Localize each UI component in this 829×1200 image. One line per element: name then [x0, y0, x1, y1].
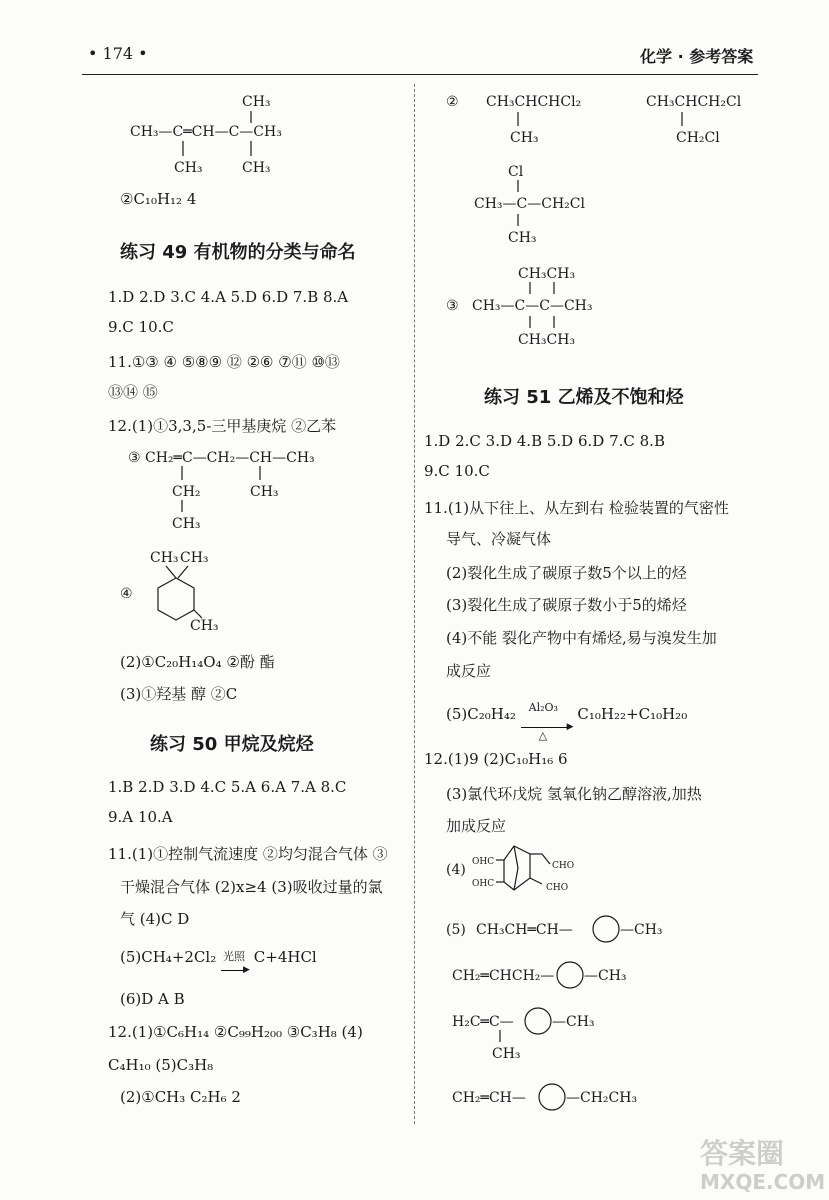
answer-line: 1.D 2.D 3.C 4.A 5.D 6.D 7.B 8.A	[108, 288, 349, 306]
struct-main: CH₂═CHCH₂—	[452, 968, 555, 984]
struct-main: CH₃CH═CH—	[476, 922, 573, 938]
struct-sub-c: CH₃	[250, 484, 279, 500]
answer-line: 9.A 10.A	[108, 808, 173, 826]
answer-line: (4)不能 裂化产物中有烯烃,易与溴发生加	[446, 629, 717, 647]
struct-sub: —CH₃	[620, 922, 663, 938]
struct-num: ③	[446, 298, 459, 314]
answer-line: (3)氯代环戊烷 氢氧化钠乙醇溶液,加热	[446, 785, 702, 803]
struct-sub: —CH₃	[552, 1014, 595, 1030]
structure-bicyclic-tetraaldehyde	[446, 838, 646, 904]
struct-sub-a: CH₂	[172, 484, 201, 500]
struct-main: CH₂═CH—	[452, 1090, 526, 1106]
answer-line: 1.D 2.C 3.D 4.B 5.D 6.D 7.C 8.B	[424, 432, 665, 450]
answer-line: (2)裂化生成了碳原子数5个以上的烃	[446, 564, 687, 582]
reaction-line: (5)CH₄+2Cl₂ 光照 ▶ C+4HCl	[120, 948, 317, 975]
answer-line: 9.C 10.C	[424, 462, 490, 480]
struct-group: CHO	[546, 883, 569, 893]
answer-line: 12.(1)①3,3,5-三甲基庚烷 ②乙苯	[108, 417, 337, 435]
bond	[514, 846, 518, 868]
answer-line: 1.B 2.D 3.D 4.C 5.A 6.A 7.A 8.C	[108, 778, 347, 796]
reactant: (5)C₂₀H₄₂	[446, 705, 516, 723]
structure-dichloropropanes-a	[446, 86, 776, 156]
struct-num: ④	[120, 586, 133, 602]
struct-main: CH₃—C—C—CH₃	[472, 298, 593, 314]
struct-sub-c: CH₃	[190, 618, 219, 634]
structure-styrenes	[446, 912, 706, 1122]
struct-sub-bottom: CH₃CH₃	[518, 332, 576, 348]
answer-line: 11.(1)从下往上、从左到右 检验装置的气密性	[424, 499, 729, 517]
struct-main: H₂C═C—	[452, 1014, 514, 1030]
struct-num: ②	[446, 94, 459, 110]
answer-line: (2)①C₂₀H₁₄O₄ ②酚 酯	[120, 653, 275, 671]
struct-num: (5)	[446, 922, 466, 938]
struct-sub-a: CH₃	[150, 550, 179, 566]
benzene-ring	[539, 1084, 565, 1110]
reaction-line: (5)C₂₀H₄₂ Al₂O₃ ▶ △ C₁₀H₂₂+C₁₀H₂₀	[446, 701, 688, 742]
struct-main: ③ CH₂═C—CH₂—CH—CH₃	[128, 450, 315, 466]
structure-tetramethylbutane	[446, 262, 646, 352]
struct-sub: —CH₂CH₃	[566, 1090, 638, 1106]
answer-line: 气 (4)C D	[120, 910, 190, 928]
section-title-49: 练习 49 有机物的分类与命名	[120, 242, 356, 263]
answer-line: 11.(1)①控制气流速度 ②均匀混合气体 ③	[108, 845, 388, 863]
benzene-ring	[525, 1008, 551, 1034]
struct-sub: CH₃	[510, 130, 539, 146]
bond	[178, 566, 188, 578]
answer-line: 11.①③ ④ ⑤⑧⑨ ⑫ ②⑥ ⑦⑪ ⑩⑬	[108, 353, 340, 371]
answer-line: 9.C 10.C	[108, 318, 174, 336]
struct-sub: CH₃	[492, 1046, 521, 1062]
answer-line: (6)D A B	[120, 990, 185, 1008]
struct-num: (4)	[446, 862, 466, 878]
structure-trimethylcyclohexane	[120, 540, 320, 640]
ring	[504, 846, 530, 890]
struct-sub-b: CH₃	[180, 550, 209, 566]
answer-line: 导气、冷凝气体	[446, 530, 552, 548]
watermark-url: MXQE.COM	[700, 1170, 826, 1194]
struct-sub-top: Cl	[508, 164, 524, 180]
answer-line: 成反应	[446, 662, 492, 680]
answer-line: 12.(1)①C₆H₁₄ ②C₉₉H₂₀₀ ③C₃H₈ (4)	[108, 1023, 363, 1041]
answer-line: ②C₁₀H₁₂ 4	[120, 190, 197, 208]
struct-main: CH₃CHCHCl₂	[486, 94, 582, 110]
struct-sub-a: CH₃	[174, 160, 203, 176]
structure-dimethyl-alkene	[120, 86, 320, 176]
bond	[166, 566, 176, 578]
benzene-ring	[557, 962, 583, 988]
struct-sub: CH₂Cl	[676, 130, 720, 146]
bond	[542, 854, 550, 864]
struct-group: OHC	[472, 879, 495, 889]
struct-sub-c: CH₃	[242, 160, 271, 176]
struct-sub-bottom: CH₃	[508, 230, 537, 246]
heat-symbol: △	[538, 729, 548, 742]
bond	[194, 610, 202, 618]
reaction-condition: 光照	[223, 950, 245, 963]
answer-line: C₄H₁₀ (5)C₃H₈	[108, 1056, 214, 1074]
answer-line: (2)①CH₃ C₂H₆ 2	[120, 1088, 241, 1106]
struct-main: CH₃—C—CH₂Cl	[474, 196, 585, 212]
product: C+4HCl	[253, 948, 317, 966]
struct-sub-top: CH₃CH₃	[518, 266, 576, 282]
section-title-51: 练习 51 乙烯及不饱和烃	[484, 387, 684, 408]
struct-group: OHC	[472, 857, 495, 867]
struct-group: CHO	[552, 861, 575, 871]
header-rule	[82, 74, 758, 75]
product: C₁₀H₂₂+C₁₀H₂₀	[577, 705, 688, 723]
answer-line: 12.(1)9 (2)C₁₀H₁₆ 6	[424, 750, 568, 768]
page-number: • 174 •	[88, 44, 148, 63]
struct-sub-b: CH₃	[172, 516, 201, 532]
struct-main: CH₃CHCH₂Cl	[646, 94, 742, 110]
answer-line: ⑬⑭ ⑮	[108, 383, 158, 401]
benzene-ring	[593, 916, 619, 942]
structure-branched-alkene	[120, 440, 360, 540]
answer-line: (3)裂化生成了碳原子数小于5的烯烃	[446, 596, 687, 614]
watermark-brand: 答案圈	[700, 1137, 785, 1170]
answer-line: 加成反应	[446, 817, 507, 835]
reactant: (5)CH₄+2Cl₂	[120, 948, 217, 966]
column-divider	[414, 84, 415, 1124]
reaction-catalyst: Al₂O₃	[528, 701, 558, 714]
struct-sub-b: CH₃	[242, 94, 271, 110]
answer-line: 干燥混合气体 (2)x≥4 (3)吸收过量的氯	[120, 878, 383, 896]
answer-line: (3)①羟基 醇 ②C	[120, 685, 238, 703]
struct-sub: —CH₃	[584, 968, 627, 984]
structure-dichloropropane-b	[466, 162, 666, 252]
struct-main: CH₃—C═CH—C—CH₃	[130, 124, 282, 140]
header-title: 化学 · 参考答案	[640, 47, 754, 66]
section-title-50: 练习 50 甲烷及烷烃	[150, 734, 314, 755]
ring	[158, 578, 194, 620]
bond	[530, 878, 542, 884]
